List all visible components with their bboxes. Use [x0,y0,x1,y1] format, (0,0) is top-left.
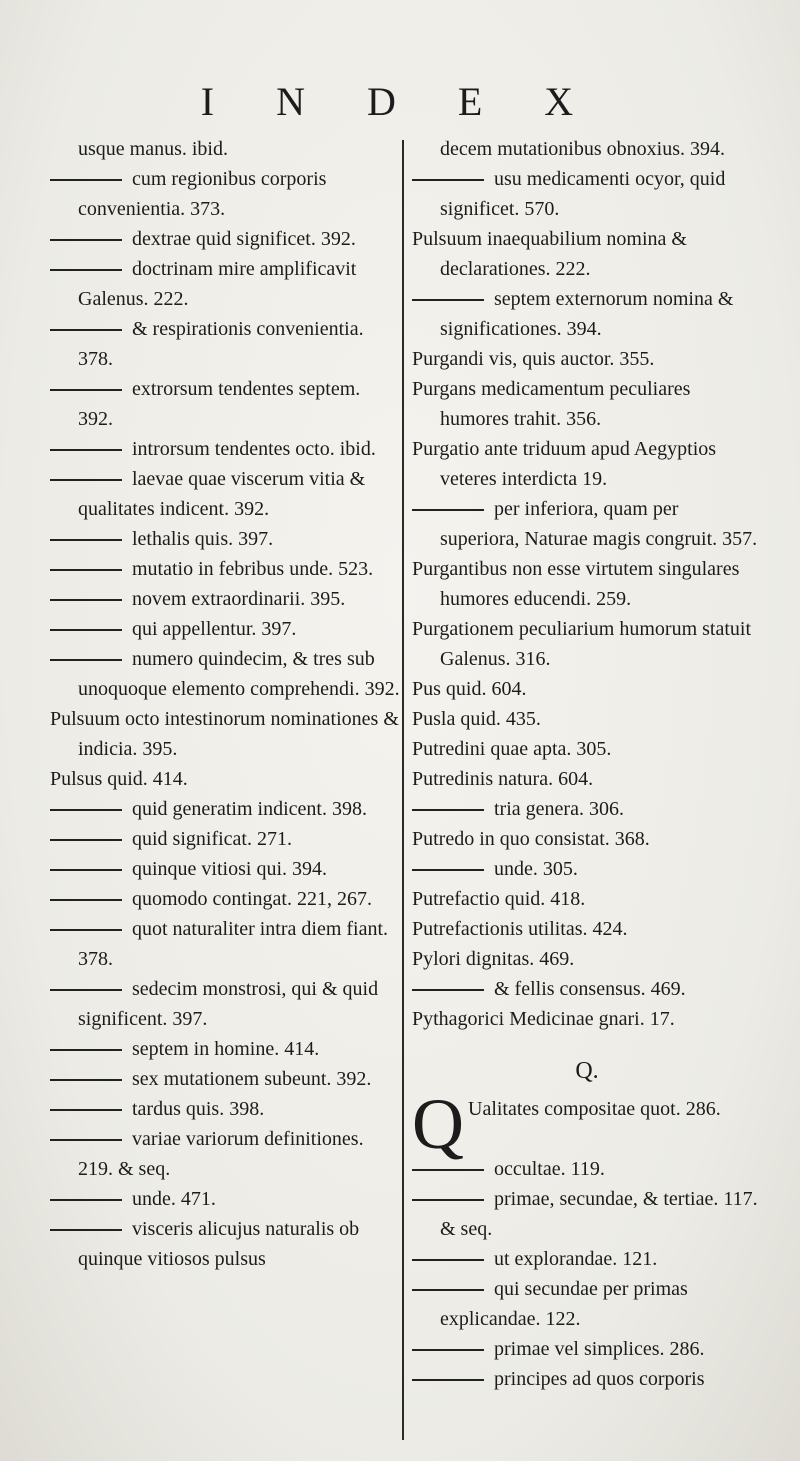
entry-text: occultae. 119. [494,1158,605,1180]
entry-text: Pylori dignitas. 469. [412,948,575,970]
index-entry [412,614,762,674]
index-entry [412,824,762,854]
index-entry [412,134,762,164]
repeat-dash [50,449,122,451]
index-entry [50,1064,400,1094]
entry-text: Pulsuum octo intestinorum nominationes & indicia. 395. [50,708,399,760]
entry-text: primae, secundae, & tertiae. 117. & seq. [440,1188,758,1240]
repeat-dash [50,1109,122,1111]
repeat-dash [50,539,122,541]
index-entry [412,1184,762,1244]
repeat-dash [50,1199,122,1201]
index-entry [50,1094,400,1124]
index-entry [50,704,400,764]
repeat-dash [50,809,122,811]
repeat-dash [50,899,122,901]
entry-text: Pus quid. 604. [412,678,527,700]
index-entry [50,254,400,314]
index-entry [412,944,762,974]
index-entry [412,674,762,704]
entry-text: numero quindecim, & tres sub unoquoque elemento comprehendi. 392. [78,648,400,700]
entry-text: laevae quae viscerum vitia & qualitates indicent. 392. [78,468,366,520]
section-letter-q: Q. [575,1058,599,1084]
repeat-dash [412,989,484,991]
repeat-dash [412,1289,484,1291]
repeat-dash [50,479,122,481]
repeat-dash [50,659,122,661]
index-entry [412,794,762,824]
index-entry [412,1244,762,1274]
entry-text: ut explorandae. 121. [494,1248,658,1270]
index-entry [412,1364,762,1394]
entry-text: quid generatim indicent. 398. [132,798,367,820]
entry-text: sex mutationem subeunt. 392. [132,1068,372,1090]
entry-text: variae variorum definitiones. 219. & seq. [78,1128,364,1180]
entry-text: Purgationem peculiarium humorum statuit Galenus. 316. [412,618,752,670]
index-entry [412,764,762,794]
entry-text: Putrefactionis utilitas. 424. [412,918,628,940]
index-entry [50,824,400,854]
index-entry [50,554,400,584]
index-entry [50,1184,400,1214]
index-entry [50,974,400,1034]
index-entry: Ualitates compositae quot. 286. [468,1098,721,1120]
right-column [412,134,762,1394]
entry-text: tardus quis. 398. [132,1098,265,1120]
index-entry [412,914,762,944]
entry-text: introrsum tendentes octo. ibid. [132,438,376,460]
entry-text: Putredini quae apta. 305. [412,738,612,760]
repeat-dash [50,1139,122,1141]
index-entry [50,1214,400,1274]
entry-text: cum regionibus corporis convenientia. 373. [78,168,327,220]
entry-text: decem mutationibus obnoxius. 394. [440,138,725,160]
entry-text: mutatio in febribus unde. 523. [132,558,374,580]
entry-text: quid significat. 271. [132,828,292,850]
index-entry [50,134,400,164]
index-entry [412,1154,762,1184]
entry-text: sedecim monstrosi, qui & quid significent. 397. [78,978,379,1030]
index-entry [50,224,400,254]
index-entry [412,1274,762,1334]
index-entry [412,884,762,914]
entry-text: septem externorum nomina & significationes. 394. [440,288,734,340]
entry-text: extrorsum tendentes septem. 392. [78,378,361,430]
section-q-entries [412,1084,762,1394]
index-entry [412,494,762,554]
entry-text: Purgatio ante triduum apud Aegyptios veteres interdicta 19. [412,438,717,490]
entry-text: qui secundae per primas explicandae. 122. [440,1278,688,1330]
left-column [50,134,400,1274]
index-entry [50,794,400,824]
repeat-dash [50,1229,122,1231]
entry-text: Purgantibus non esse virtutem singulares humores educendi. 259. [412,558,740,610]
entry-text: lethalis quis. 397. [132,528,274,550]
entry-text: principes ad quos corporis [494,1368,705,1390]
entry-text: Purgandi vis, quis auctor. 355. [412,348,655,370]
index-entry [50,614,400,644]
entry-text: dextrae quid significet. 392. [132,228,356,250]
page-title: I N D E X [200,79,600,124]
index-entry [412,854,762,884]
repeat-dash [412,299,484,301]
entry-text: quomodo contingat. 221, 267. [132,888,372,910]
index-entry [50,464,400,524]
repeat-dash [50,629,122,631]
repeat-dash [50,329,122,331]
repeat-dash [50,569,122,571]
index-entry [50,314,400,374]
index-entry [412,1334,762,1364]
index-entry [50,584,400,614]
repeat-dash [50,989,122,991]
index-entry [412,704,762,734]
index-entry [50,524,400,554]
entry-text: Pusla quid. 435. [412,708,541,730]
index-entry [50,884,400,914]
repeat-dash [50,869,122,871]
entry-text: primae vel simplices. 286. [494,1338,705,1360]
index-entry [412,284,762,344]
entry-text: usque manus. ibid. [78,138,228,160]
repeat-dash [412,1349,484,1351]
drop-cap: Q [412,1084,464,1164]
repeat-dash [412,809,484,811]
index-entry [412,374,762,434]
index-entry [50,644,400,704]
index-entry [50,374,400,434]
index-entry [412,734,762,764]
index-entry [412,224,762,284]
repeat-dash [412,1199,484,1201]
entry-text: Putredinis natura. 604. [412,768,594,790]
entry-text: quinque vitiosi qui. 394. [132,858,327,880]
entry-text: unde. 471. [132,1188,216,1210]
entry-text: quot naturaliter intra diem fiant. 378. [78,918,389,970]
index-entry [412,164,762,224]
index-entry [50,914,400,974]
entry-text: & fellis consensus. 469. [494,978,686,1000]
index-entry [412,344,762,374]
entry-text: doctrinam mire amplificavit Galenus. 222. [78,258,357,310]
repeat-dash [412,1259,484,1261]
entry-text: tria genera. 306. [494,798,624,820]
repeat-dash [50,599,122,601]
index-entry [50,434,400,464]
entry-text: visceris alicujus naturalis ob quinque vitiosos pulsus [78,1218,360,1270]
index-entry [50,1034,400,1064]
index-entry [412,434,762,494]
repeat-dash [50,839,122,841]
entry-text: usu medicamenti ocyor, quid significet. 570. [440,168,726,220]
column-divider [402,140,404,1440]
repeat-dash [412,179,484,181]
index-entry [412,554,762,614]
repeat-dash [50,239,122,241]
entry-text: Pulsus quid. 414. [50,768,188,790]
index-entry [412,974,762,1004]
repeat-dash [50,1079,122,1081]
entry-text: Pulsuum inaequabilium nomina & declarationes. 222. [412,228,687,280]
entry-text: Putredo in quo consistat. 368. [412,828,650,850]
entry-text: Pythagorici Medicinae gnari. 17. [412,1008,675,1030]
repeat-dash [412,1169,484,1171]
repeat-dash [50,389,122,391]
entry-text: Purgans medicamentum peculiares humores trahit. 356. [412,378,691,430]
repeat-dash [50,179,122,181]
repeat-dash [50,1049,122,1051]
index-entry [50,764,400,794]
index-entry [50,164,400,224]
repeat-dash [50,269,122,271]
repeat-dash [50,929,122,931]
entry-text: per inferiora, quam per superiora, Naturae magis congruit. 357. [440,498,758,550]
entry-text: septem in homine. 414. [132,1038,320,1060]
index-entry [50,854,400,884]
repeat-dash [412,869,484,871]
index-entry [412,1004,762,1034]
entry-text: qui appellentur. 397. [132,618,297,640]
repeat-dash [412,1379,484,1381]
entry-text: unde. 305. [494,858,578,880]
repeat-dash [412,509,484,511]
index-entry [50,1124,400,1184]
entry-text: novem extraordinarii. 395. [132,588,346,610]
entry-text: & respirationis convenientia. 378. [78,318,364,370]
entry-text: Putrefactio quid. 418. [412,888,586,910]
